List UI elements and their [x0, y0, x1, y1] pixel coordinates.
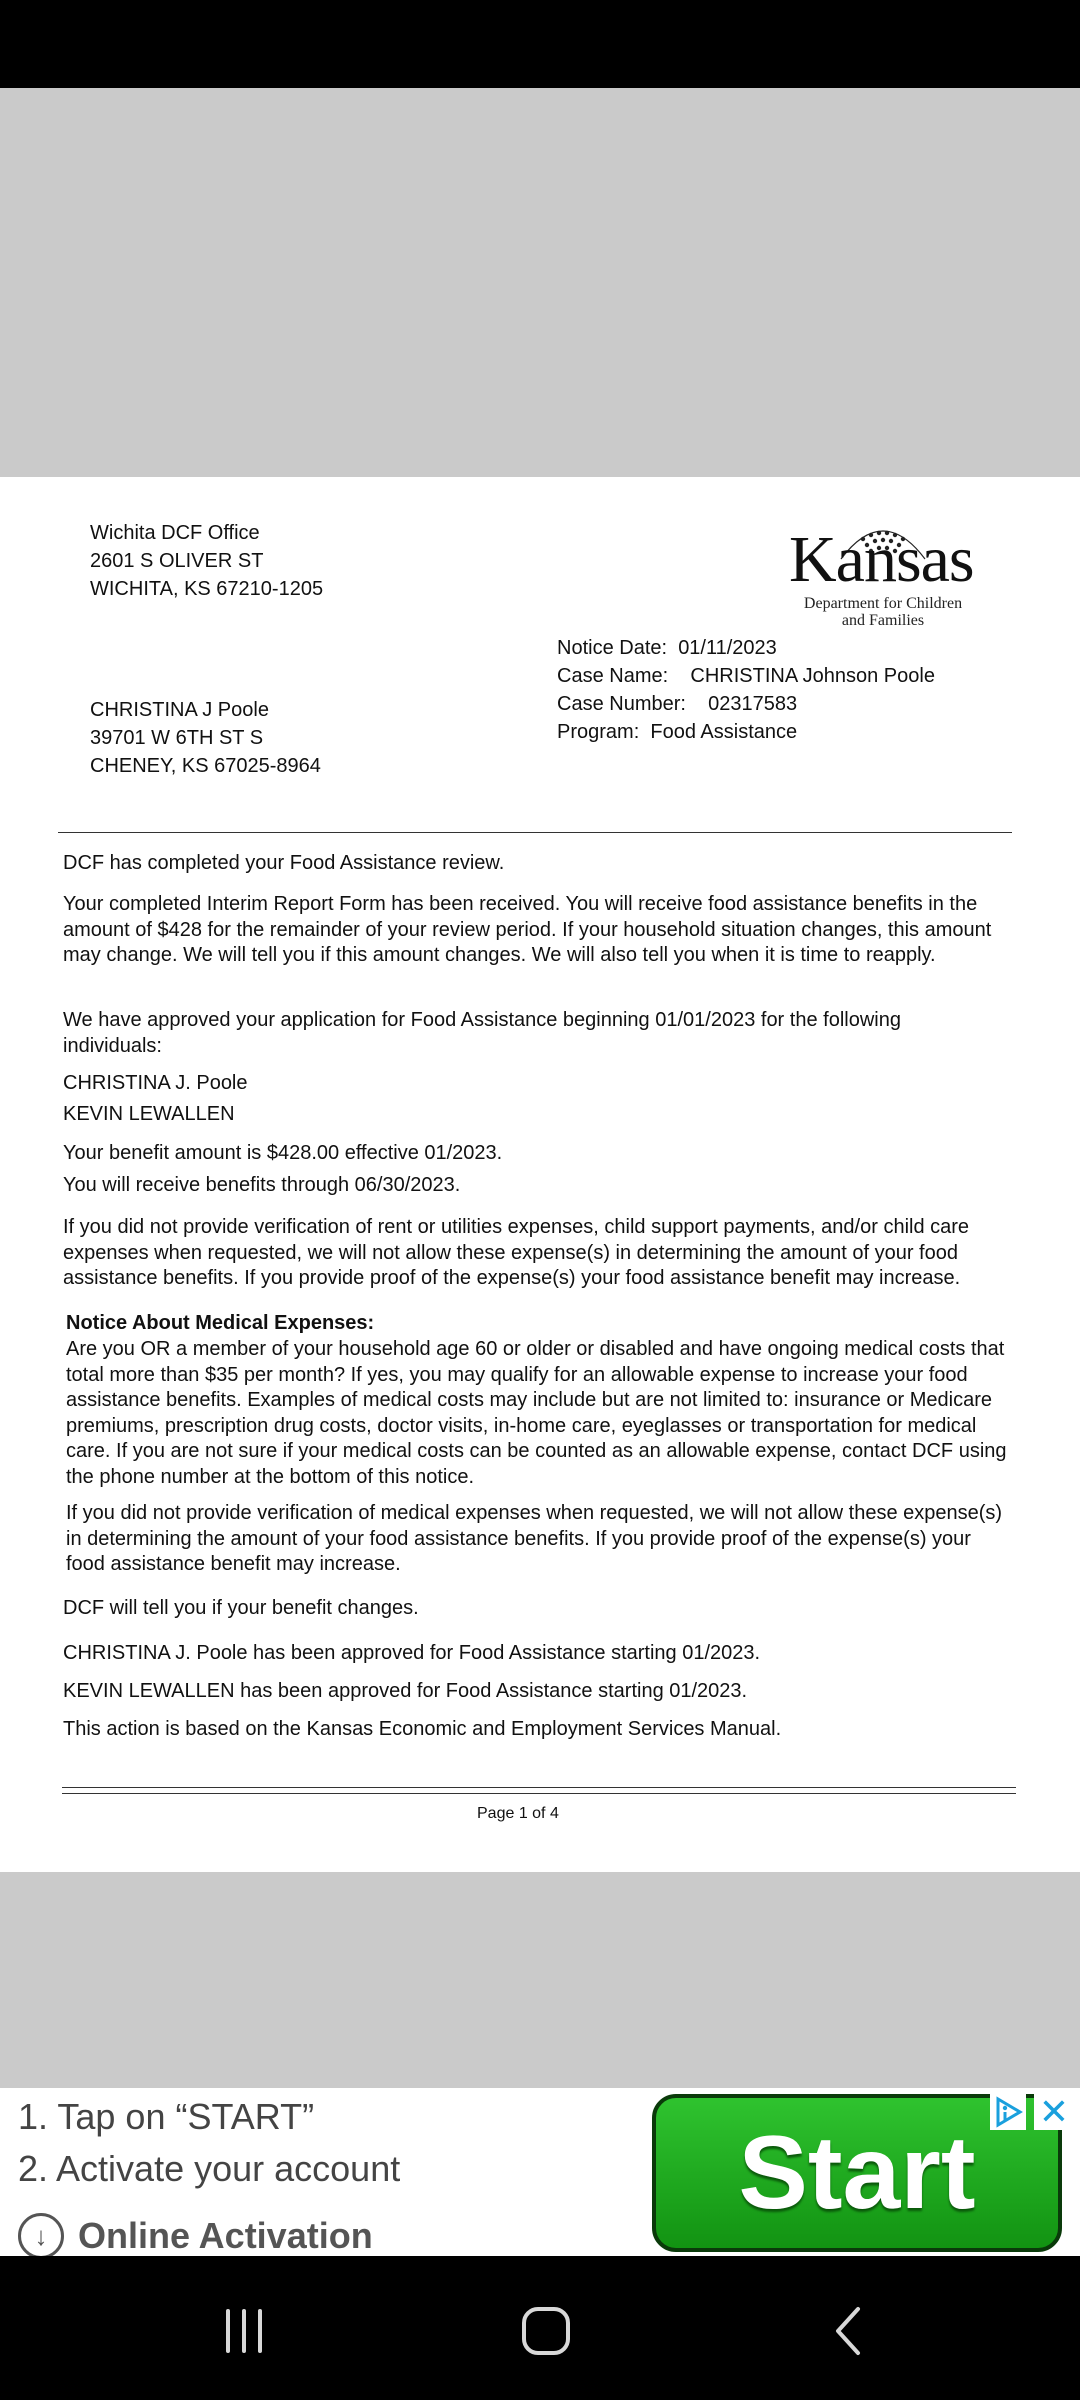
ad-banner[interactable]	[0, 2088, 1080, 2256]
document-page	[0, 477, 1080, 1872]
interim-report-paragraph: Your completed Interim Report Form has been received. You will receive food assistance benefits in the amount of $428 for the remainder of your review period. If your household situation changes, this amount may change. We will tell you if this amount changes. We will also tell you when it is time to reapply.	[63, 893, 992, 966]
approval-2: KEVIN LEWALLEN has been approved for Food Assistance starting 01/2023.	[63, 1680, 748, 1702]
footer-divider-top	[62, 1787, 1016, 1788]
kansas-wordmark: Kansas	[789, 523, 974, 596]
review-complete-text: DCF has completed your Food Assistance review.	[63, 852, 505, 874]
recipient-street: 39701 W 6TH ST S	[90, 727, 264, 749]
status-bar	[0, 0, 1080, 88]
individual-2: KEVIN LEWALLEN	[63, 1103, 235, 1125]
medical-expenses-heading: Notice About Medical Expenses:	[66, 1312, 375, 1334]
footer-divider-bottom	[62, 1793, 1016, 1794]
kansas-dcf-logo	[783, 509, 983, 633]
ad-step-2: 2. Activate your account	[18, 2148, 401, 2189]
benefit-amount: Your benefit amount is $428.00 effective 01/2023.	[63, 1142, 503, 1164]
document-viewer[interactable]	[0, 88, 1080, 2088]
close-icon[interactable]: ✕	[1034, 2094, 1074, 2130]
benefit-through: You will receive benefits through 06/30/2023.	[63, 1174, 461, 1196]
program: Program: Food Assistance	[557, 721, 798, 743]
download-icon: ↓	[18, 2213, 64, 2259]
recent-apps-icon[interactable]	[204, 2296, 284, 2366]
approval-1: CHRISTINA J. Poole has been approved for Food Assistance starting 01/2023.	[63, 1642, 761, 1664]
ad-choices-icon[interactable]	[990, 2094, 1026, 2130]
page-number: Page 1 of 4	[477, 1805, 559, 1822]
individual-1: CHRISTINA J. Poole	[63, 1072, 248, 1094]
recipient-city: CHENEY, KS 67025-8964	[90, 755, 321, 777]
medical-expenses-paragraph: Are you OR a member of your household age 60 or older or disabled and have ongoing medical costs that total more than $35 per month? If yes, you may qualify for an allowable expense to increase your food assistance benefits. Examples of medical costs may include but are not limited to: insurance or Medicare premiums, prescription drug costs, doctor visits, in-home care, eyeglasses or transportation for medical care. If you are not sure if your medical costs can be counted as an allowable expense, contact DCF using the phone number at the bottom of this notice.	[66, 1338, 1007, 1488]
start-button[interactable]: Start	[652, 2094, 1062, 2252]
logo-department: Department for Children and Families	[803, 595, 963, 629]
sender-office: Wichita DCF Office	[90, 522, 260, 544]
recipient-name: CHRISTINA J Poole	[90, 699, 269, 721]
header-divider	[58, 832, 1012, 833]
medical-verification-paragraph: If you did not provide verification of medical expenses when requested, we will not allow these expense(s) in determining the amount of your food assistance benefits. If you provide proof of the expense(s) your food assistance benefit may increase.	[66, 1502, 1003, 1575]
back-icon[interactable]	[810, 2296, 890, 2366]
case-name: Case Name: CHRISTINA Johnson Poole	[557, 665, 935, 687]
home-icon[interactable]	[506, 2296, 586, 2366]
sender-city: WICHITA, KS 67210-1205	[90, 578, 324, 600]
manual-reference: This action is based on the Kansas Economic and Employment Services Manual.	[63, 1718, 782, 1740]
case-number: Case Number: 02317583	[557, 693, 798, 715]
navigation-bar	[0, 2256, 1080, 2400]
benefit-change-notice: DCF will tell you if your benefit changes.	[63, 1597, 419, 1619]
ad-activation: ↓ Online Activation	[18, 2210, 373, 2262]
approval-paragraph: We have approved your application for Food Assistance beginning 01/01/2023 for the following individuals:	[63, 1009, 901, 1057]
verification-paragraph: If you did not provide verification of rent or utilities expenses, child support payments, and/or child care expenses when requested, we will not allow these expense(s) in determining the amount of your food assistance benefits. If you provide proof of the expense(s) your food assistance benefit may increase.	[63, 1216, 970, 1289]
ad-step-1: 1. Tap on “START”	[18, 2096, 315, 2137]
sender-street: 2601 S OLIVER ST	[90, 550, 264, 572]
notice-date: Notice Date: 01/11/2023	[557, 637, 777, 659]
